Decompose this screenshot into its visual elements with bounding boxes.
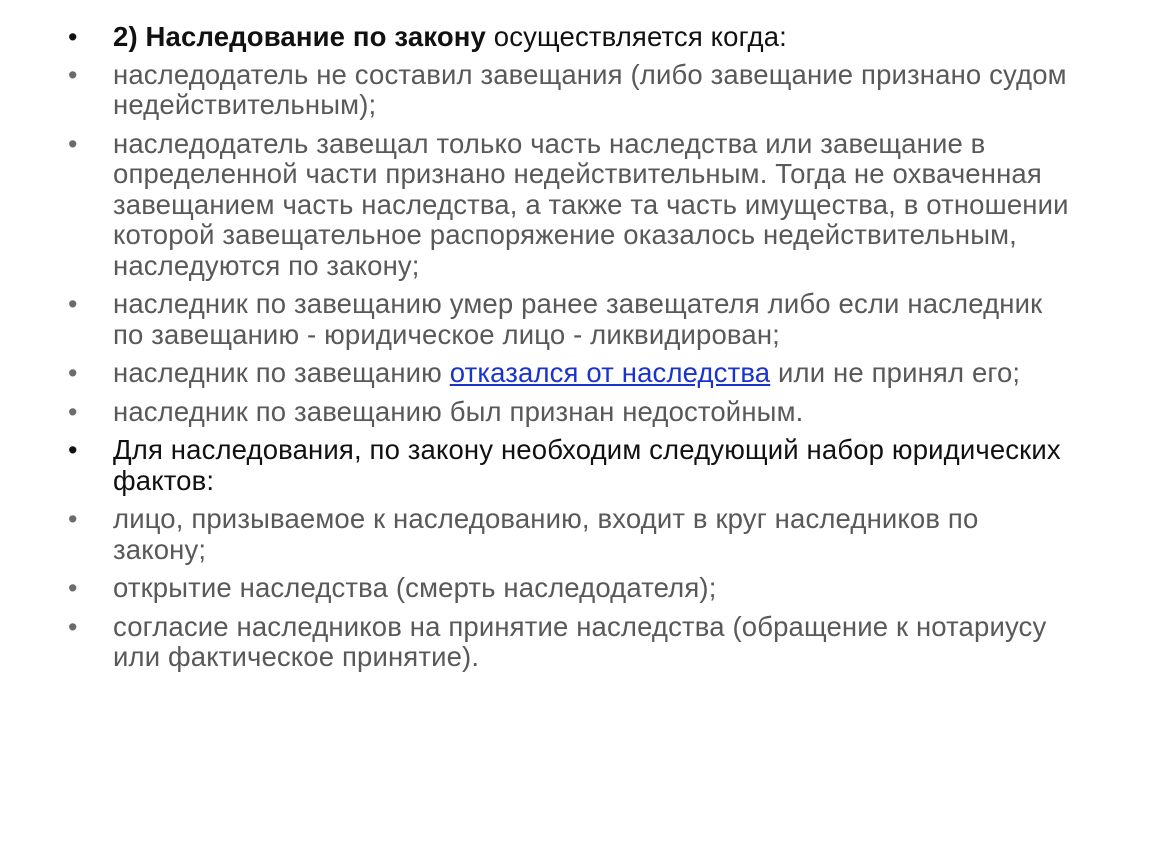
list-item <box>68 129 1078 282</box>
subheading-text: Для наследования, по закону необходим следующий набор юридических фактов: <box>113 434 1061 496</box>
bullet-icon: • <box>68 358 78 388</box>
bullet-icon: • <box>68 59 78 90</box>
heading-bold-text: 2) Наследование по закону <box>113 21 486 52</box>
refusal-inheritance-link[interactable]: отказался от наследства <box>449 357 771 388</box>
list-item <box>68 573 1078 604</box>
item-text: открытие наследства (смерть наследодателя); <box>113 572 717 603</box>
bullet-list <box>68 22 1078 681</box>
item-text-after-link: или не принял его; <box>770 357 1021 388</box>
list-item <box>68 289 1078 350</box>
list-item <box>68 60 1078 121</box>
heading-text: осуществляется когда: <box>486 21 787 52</box>
bullet-icon: • <box>68 504 78 534</box>
bullet-icon: • <box>68 289 78 319</box>
bullet-icon: • <box>68 611 78 642</box>
list-item-subheading <box>68 435 1078 496</box>
item-text: наследник по завещанию был признан недостойным. <box>113 395 804 427</box>
item-text: наследодатель завещал только часть наследства или завещание в определенной части признано недействительным. Тогда не охваченная завещанием часть наследства, а также та часть имущества, в отношении которой завещательное распоряжение оказалось недействительным, наследуются по закону; <box>113 127 1069 281</box>
bullet-icon: • <box>68 128 78 159</box>
item-text: наследник по завещанию умер ранее завещателя либо если наследник по завещанию - юридическое лицо - ликвидирован; <box>113 288 1043 350</box>
list-item <box>68 397 1078 428</box>
list-item-heading <box>68 22 1078 53</box>
bullet-icon: • <box>68 573 78 603</box>
item-text: наследодатель не составил завещания (либо завещание признано судом недействительным); <box>113 58 1067 120</box>
bullet-icon: • <box>68 22 78 52</box>
item-text-before-link: наследник по завещанию <box>113 357 450 388</box>
list-item <box>68 504 1078 565</box>
list-item <box>68 612 1078 673</box>
bullet-icon: • <box>68 396 78 427</box>
item-text: лицо, призываемое к наследованию, входит в круг наследников по закону; <box>113 503 979 565</box>
bullet-icon: • <box>68 435 78 465</box>
list-item <box>68 358 1078 389</box>
item-text: согласие наследников на принятие наследства (обращение к нотариусу или фактическое принятие). <box>113 610 1047 672</box>
